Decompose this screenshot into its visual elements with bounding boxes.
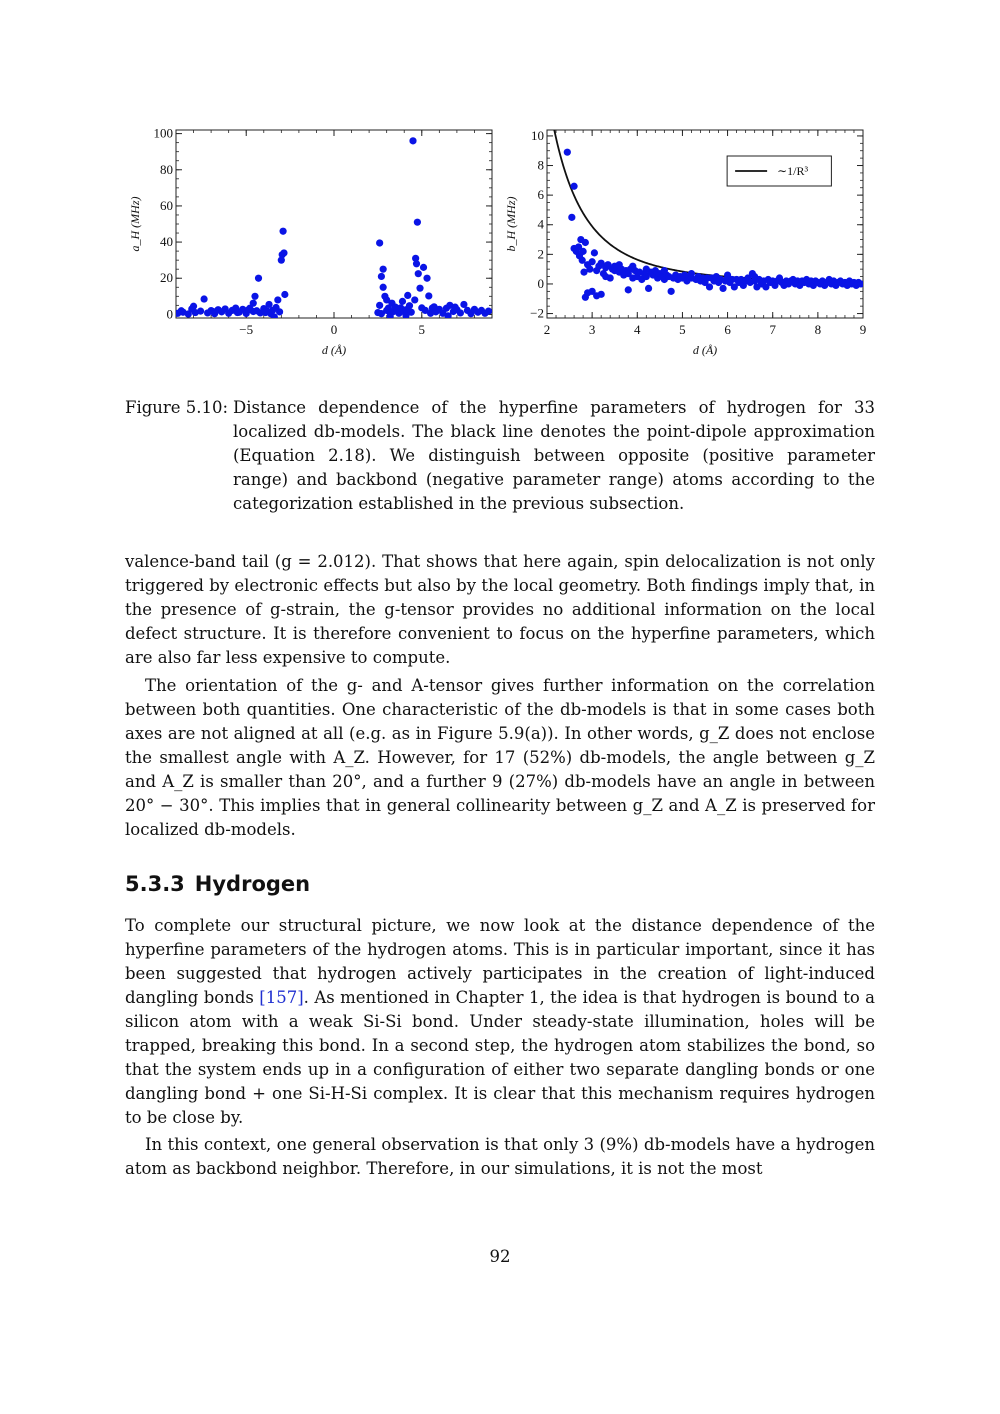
legend-label: ∼1/R³ — [777, 164, 809, 178]
data-point — [564, 149, 571, 156]
page-number: 92 — [489, 1247, 511, 1266]
data-point — [251, 293, 258, 300]
paragraph-4 — [125, 1133, 875, 1181]
data-point — [387, 313, 394, 320]
data-point — [380, 284, 387, 291]
data-point — [570, 183, 577, 190]
data-point — [280, 249, 287, 256]
paragraph-1-text: valence-band tail (g = 2.012). That shows that here again, spin delocalization is not only triggered by electronic effects but also by the local geometry. Both findings imply that, in the presence of g-strain, the g-tensor provides no additional information on the local defect structure. It is therefore convenient to focus on the hyperfine parameters, which are also far less expensive to compute. — [125, 552, 875, 667]
data-point — [255, 275, 262, 282]
caption-label: Figure 5.10: — [125, 398, 229, 417]
data-point — [200, 295, 207, 302]
x-tick-label: 7 — [769, 322, 776, 337]
paragraph-2 — [125, 674, 875, 842]
data-point — [276, 308, 283, 315]
y-tick-label: 80 — [160, 161, 173, 177]
data-point — [582, 239, 589, 246]
figure-5-10 — [125, 122, 875, 372]
data-point — [568, 214, 575, 221]
data-point — [178, 307, 185, 314]
data-point — [485, 308, 492, 315]
data-point — [378, 273, 385, 280]
data-point — [580, 248, 587, 255]
y-axis-label: b_H (MHz) — [504, 196, 518, 252]
data-point — [688, 270, 695, 277]
x-tick-label: 6 — [724, 322, 731, 337]
plot-b-hydrogen — [505, 122, 875, 367]
paragraph-3-text — [125, 914, 875, 1130]
chart-a-svg — [125, 122, 500, 367]
data-point — [591, 249, 598, 256]
data-point — [586, 266, 593, 273]
x-tick-label: 3 — [588, 322, 596, 337]
plot-frame — [176, 130, 492, 318]
data-point — [380, 266, 387, 273]
data-point — [234, 309, 241, 316]
data-point — [279, 228, 286, 235]
data-point — [209, 308, 216, 315]
data-point — [425, 292, 432, 299]
data-point — [413, 260, 420, 267]
data-point — [416, 285, 423, 292]
data-point — [411, 296, 418, 303]
y-axis-label: a_H (MHz) — [128, 196, 142, 252]
data-point — [415, 270, 422, 277]
chart-b-svg — [505, 122, 875, 367]
data-point — [376, 239, 383, 246]
data-point — [188, 305, 195, 312]
x-tick-label: 5 — [679, 322, 686, 337]
paragraph-1 — [125, 550, 875, 670]
x-tick-label: 8 — [814, 322, 822, 337]
plot-a-hydrogen — [125, 122, 500, 367]
data-point — [706, 283, 713, 290]
data-point — [616, 261, 623, 268]
data-layer — [174, 137, 492, 320]
data-point — [399, 298, 406, 305]
data-point — [274, 296, 281, 303]
data-point — [598, 291, 605, 298]
figure-caption — [125, 396, 875, 516]
y-tick-label: 60 — [160, 197, 173, 213]
data-point — [197, 308, 204, 315]
y-tick-label: 0 — [166, 306, 173, 322]
x-tick-label: 4 — [634, 322, 641, 337]
y-tick-label: −2 — [530, 305, 544, 321]
data-point — [420, 264, 427, 271]
data-point — [629, 263, 636, 270]
data-point — [250, 300, 257, 307]
citation-link-157[interactable]: [157] — [259, 988, 304, 1007]
data-point — [423, 275, 430, 282]
data-point — [244, 306, 251, 313]
data-point — [643, 266, 650, 273]
section-number: 5.3.3 — [125, 872, 185, 896]
y-tick-label: 0 — [537, 275, 544, 291]
x-axis-label: d (Å) — [692, 343, 718, 357]
y-tick-label: 6 — [537, 187, 544, 203]
paragraph-4-text: In this context, one general observation is that only 3 (9%) db-models have a hydrogen atom as backbond neighbor. Therefore, in our simulations, it is not the most — [125, 1135, 875, 1178]
paragraph-2-text: The orientation of the g- and A-tensor gives further information on the correlation between both quantities. One characteristic of the db-models is that in some cases both axes are not aligned at all (e.g. as in Figure 5.9(a)). In other words, g_Z does not enclose the smallest angle with A_Z. However, for 17 (52%) db-models, the angle between g_Z and A_Z is smaller than 20°, and a further 9 (27%) db-models have an angle in between 20° − 30°. This implies that in general collinearity between g_Z and A_Z is preserved for localized db-models. — [125, 676, 875, 839]
y-tick-label: 100 — [153, 125, 173, 141]
paragraph-3 — [125, 914, 875, 1130]
y-tick-label: 10 — [531, 127, 544, 143]
data-point — [414, 219, 421, 226]
y-tick-label: 4 — [537, 216, 544, 232]
y-tick-label: 20 — [160, 270, 173, 286]
data-point — [376, 302, 383, 309]
paragraph-3-before: To complete our structural picture, we now look at the distance dependence of the hyperfine parameters of the hydrogen atoms. This is in particular important, since it has been suggested that hydrogen actively participates in the creation of light-induced dangling bonds — [125, 916, 875, 1007]
caption-text: Distance dependence of the hyperfine parameters of hydrogen for 33 localized db-models. The black line denotes the point-dipole approximation (Equation 2.18). We distinguish between opposite (positive parameter range) and backbond (negative parameter range) atoms according to the categorization established in the previous subsection. — [233, 398, 875, 513]
data-point — [409, 137, 416, 144]
data-point — [457, 309, 464, 316]
x-tick-label: 5 — [418, 322, 426, 337]
data-point — [625, 286, 632, 293]
data-point — [430, 303, 437, 310]
y-tick-label: 8 — [537, 157, 544, 173]
y-tick-label: 40 — [160, 234, 173, 250]
paragraph-3-after: . As mentioned in Chapter 1, the idea is that hydrogen is bound to a silicon atom with a weak Si-Si bond. Under steady-state illumination, holes will be trapped, breaking this bond. In a second step, the hydrogen atom stabilizes the bond, so that the system ends up in a configuration of either two separate dangling bonds or one dangling bond + one Si-H-Si complex. It is clear that this mechanism requires hydrogen to be close by. — [125, 988, 875, 1127]
data-point — [402, 312, 409, 319]
x-tick-label: 9 — [859, 322, 867, 337]
data-point — [645, 285, 652, 292]
data-point — [661, 267, 668, 274]
data-point — [751, 273, 758, 280]
data-point — [271, 313, 278, 320]
section-heading — [125, 872, 320, 896]
data-point — [281, 291, 288, 298]
data-point — [602, 273, 609, 280]
data-point — [452, 304, 459, 311]
y-tick-label: 2 — [537, 246, 544, 262]
data-point — [404, 292, 411, 299]
data-point — [724, 271, 731, 278]
data-point — [668, 288, 675, 295]
section-title: Hydrogen — [194, 872, 311, 896]
data-point — [589, 258, 596, 265]
data-point — [719, 285, 726, 292]
x-axis-label: d (Å) — [321, 343, 347, 357]
x-tick-label: 2 — [543, 322, 551, 337]
x-tick-label: −5 — [239, 322, 254, 337]
data-point — [406, 302, 413, 309]
x-tick-label: 0 — [330, 322, 338, 337]
